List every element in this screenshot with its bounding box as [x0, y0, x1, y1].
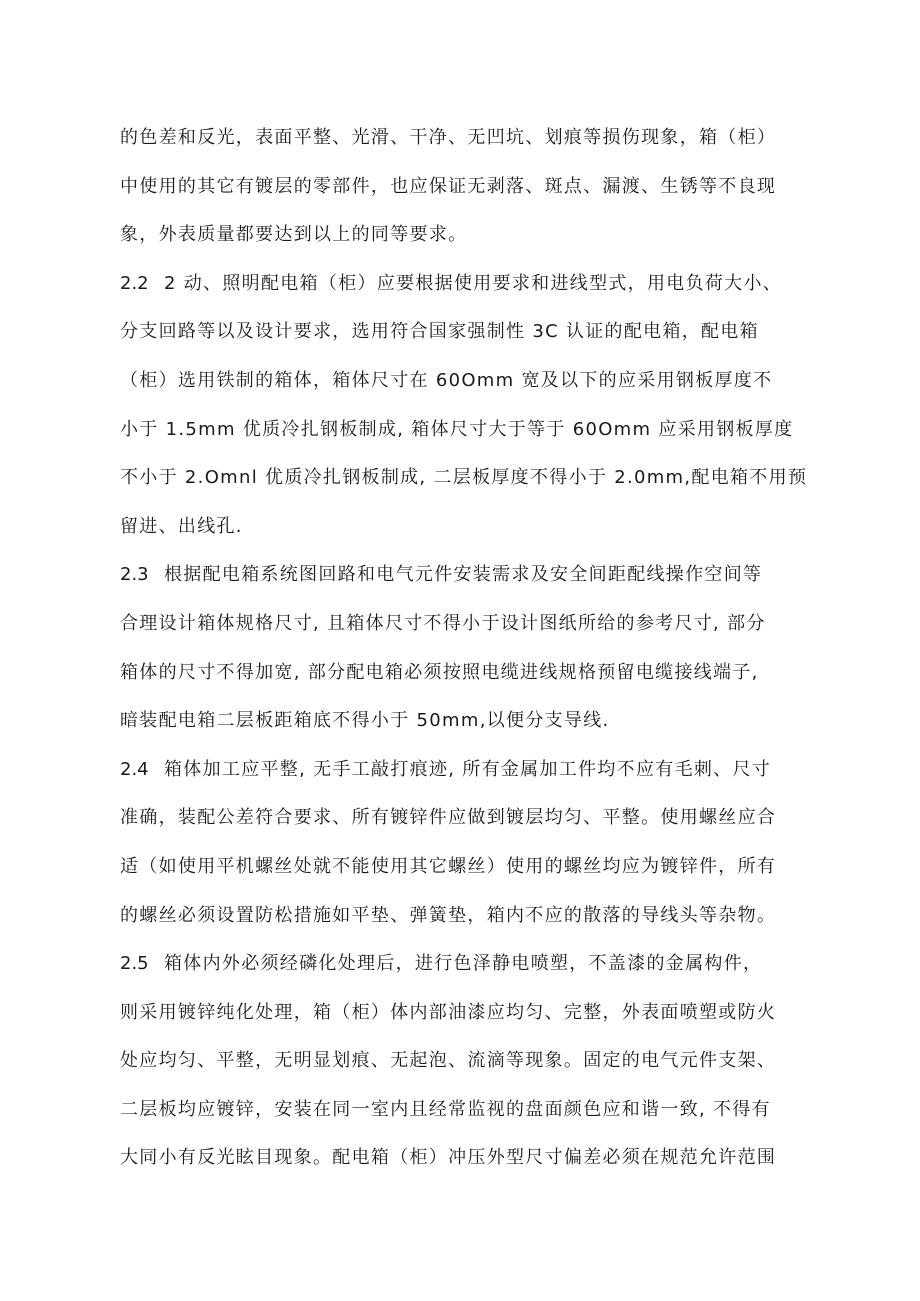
text-line: 象，外表质量都要达到以上的同等要求。 — [120, 224, 468, 246]
section-2-3-first-line — [120, 551, 810, 600]
section-number-2-3: 2.3 — [120, 564, 149, 586]
text-line: 留进、出线孔. — [120, 515, 243, 537]
text-line: 的螺丝必须设置防松措施如平垫、弹簧垫，箱内不应的散落的导线头等杂物。 — [120, 904, 777, 926]
text-line: 中使用的其它有镀层的零部件，也应保证无剥落、斑点、漏渡、生锈等不良现 — [120, 175, 777, 197]
text-line: 不小于 2.Omnl 优质冷扎钢板制成, 二层板厚度不得小于 2.0mm,配电箱不用预 — [120, 467, 808, 489]
text-line: 大同小有反光眩目现象。配电箱（柜）冲压外型尺寸偏差必须在规范允许范围 — [120, 1147, 777, 1169]
section-2-5-first-line — [120, 940, 810, 989]
section-2-2-first-line — [120, 260, 810, 309]
text-line: 小于 1.5mm 优质冷扎钢板制成, 箱体尺寸大于等于 60Omm 应采用钢板厚度 — [120, 418, 794, 440]
section-number-2-5: 2.5 — [120, 953, 149, 975]
text-line: 则采用镀锌纯化处理，箱（柜）体内部油漆应均匀、完整，外表面喷塑或防火 — [120, 1001, 777, 1023]
body-text — [120, 114, 810, 1183]
section-number-2-4: 2.4 — [120, 758, 149, 780]
text-line: 处应均匀、平整，无明显划痕、无起泡、流滴等现象。固定的电气元件支架、 — [120, 1050, 777, 1072]
text-line: （柜）选用铁制的箱体，箱体尺寸在 60Omm 宽及以下的应采用钢板厚度不 — [120, 369, 773, 391]
text-line: 合理设计箱体规格尺寸, 且箱体尺寸不得小于设计图纸所给的参考尺寸, 部分 — [120, 612, 766, 634]
text-line: 二层板均应镀锌，安装在同一室内且经常监视的盘面颜色应和谐一致, 不得有 — [120, 1098, 771, 1120]
text-line: 的色差和反光，表面平整、光滑、干净、无凹坑、划痕等损伤现象，箱（柜） — [120, 127, 777, 148]
section-2-4-first-line — [120, 746, 810, 795]
section-number-2-2: 2.2 — [120, 272, 149, 294]
text-line: 箱体内外必须经磷化处理后，进行色泽静电喷塑，不盖漆的金属构件， — [164, 953, 763, 975]
text-line: 2 动、照明配电箱（柜）应要根据使用要求和进线型式，用电负荷大小、 — [164, 272, 783, 294]
text-line: 准确，装配公差符合要求、所有镀锌件应做到镀层均匀、平整。使用螺丝应合 — [120, 807, 777, 829]
text-line: 箱体加工应平整, 无手工敲打痕迹, 所有金属加工件均不应有毛刺、尺寸 — [164, 758, 772, 780]
text-line: 分支回路等以及设计要求，选用符合国家强制性 3C 认证的配电箱，配电箱 — [120, 321, 759, 343]
text-line: 根据配电箱系统图回路和电气元件安装需求及安全间距配线操作空间等 — [164, 564, 763, 586]
text-line: 适（如使用平机螺丝处就不能使用其它螺丝）使用的螺丝均应为镀锌件，所有 — [120, 855, 777, 877]
text-line: 暗装配电箱二层板距箱底不得小于 50mm,以便分支导线. — [120, 710, 610, 732]
text-line: 箱体的尺寸不得加宽, 部分配电箱必须按照电缆进线规格预留电缆接线端子, — [120, 661, 759, 683]
